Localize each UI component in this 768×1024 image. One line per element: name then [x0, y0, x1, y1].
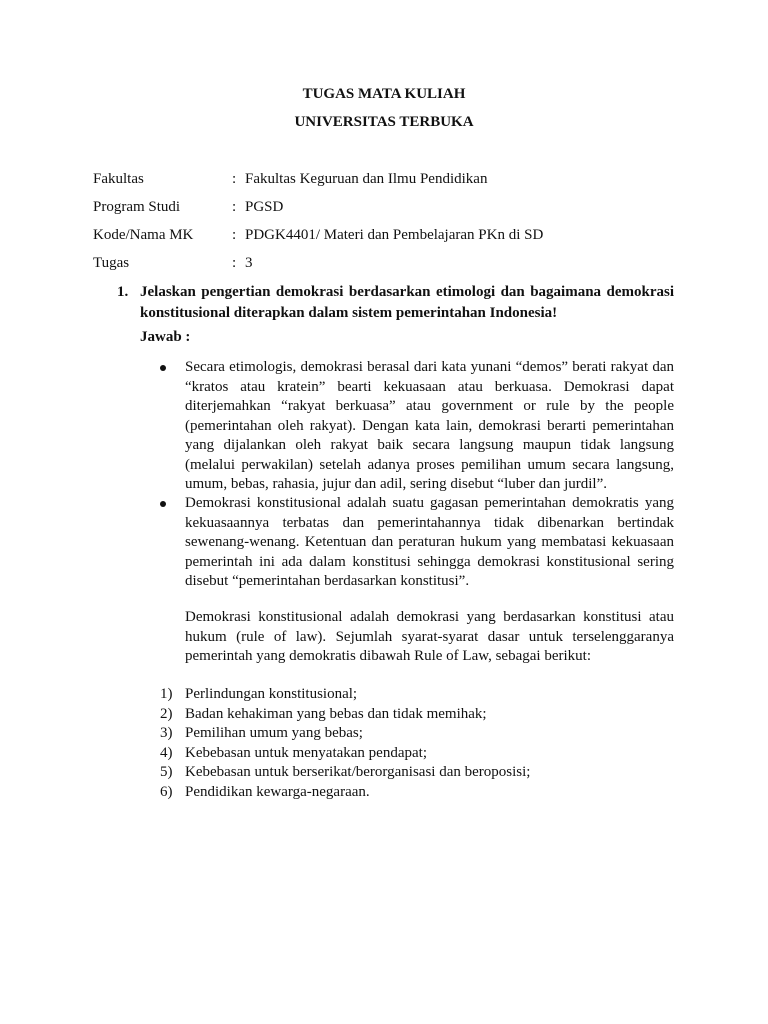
info-label: Kode/Nama MK — [93, 227, 194, 243]
info-colon: : — [232, 255, 237, 271]
list-item-number: 1) — [160, 686, 173, 702]
document-title: TUGAS MATA KULIAH — [302, 86, 466, 102]
list-item-number: 3) — [160, 725, 173, 741]
info-colon: : — [232, 199, 237, 215]
document-subtitle: UNIVERSITAS TERBUKA — [294, 114, 474, 130]
bullet-item: Demokrasi konstitusional adalah suatu gagasan pemerintahan demokratis yang kekuasaannya terbatas dan pemerintahannya tidak dibenarkan bertindak sewenang-wenang. Ketentuan dan peraturan hukum yang membatasi kekuasaan pemerintah ini ada dalam konstitusi sehingga demokrasi konstitusional sering disebut “pemerintahan berdasarkan konstitusi”. — [185, 495, 674, 589]
list-item-text: Perlindungan konstitusional; — [185, 686, 358, 702]
info-colon: : — [232, 171, 237, 187]
list-item-text: Pendidikan kewarga-negaraan. — [185, 783, 370, 800]
list-item-text: Pemilihan umum yang bebas; — [185, 725, 363, 741]
list-item-text: Kebebasan untuk berserikat/berorganisasi dan beroposisi; — [185, 764, 531, 780]
bullet-item: Secara etimologis, demokrasi berasal dari kata yunani “demos” berati rakyat dan “kratos atau kratein” bearti kekuasaan atau berkuasa. Demokrasi dapat diterjemahkan “rakyat berkuasa” atau government or rule by the people (pemerintahan oleh rakyat). Dengan kata lain, demokrasi berarti pemerintahan yang dijalankan oleh rakyat baik secara langsung maupun tidak langsung (melalui perwakilan) setelah adanya proses pemilihan umum secara langsung, umum, bebas, rahasia, jujur dan adil, sering disebut “luber dan jurdil”. — [185, 359, 674, 492]
question-text: Jelaskan pengertian demokrasi berdasarkan etimologi dan bagaimana demokrasi konstitusional diterapkan dalam sistem pemerintahan Indonesia! — [140, 284, 674, 321]
question-number: 1. — [117, 284, 129, 300]
info-label: Tugas — [93, 255, 130, 271]
bullet-icon — [160, 365, 166, 371]
paragraph: Demokrasi konstitusional adalah demokrasi yang berdasarkan konstitusi atau hukum (rule of law). Sejumlah syarat-syarat dasar untuk terselenggaranya pemerintah yang demokratis dibawah Rule of Law, sebagai berikut: — [185, 609, 674, 664]
info-value: PDGK4401/ Materi dan Pembelajaran PKn di SD — [245, 227, 544, 243]
info-value: 3 — [245, 255, 253, 271]
question — [117, 282, 674, 324]
info-value: Fakultas Keguruan dan Ilmu Pendidikan — [245, 171, 488, 187]
info-colon: : — [232, 227, 237, 243]
list-item-number: 5) — [160, 764, 173, 780]
list-item-text: Kebebasan untuk menyatakan pendapat; — [185, 744, 427, 761]
info-label: Program Studi — [93, 199, 181, 215]
answer-label: Jawab : — [140, 329, 191, 345]
list-item-number: 4) — [160, 744, 173, 761]
list-item-text: Badan kehakiman yang bebas dan tidak memihak; — [185, 705, 487, 722]
bullet-icon — [160, 501, 166, 507]
info-label: Fakultas — [93, 171, 144, 187]
list-item-number: 2) — [160, 705, 173, 722]
list-item-number: 6) — [160, 783, 173, 800]
info-value: PGSD — [245, 199, 284, 215]
